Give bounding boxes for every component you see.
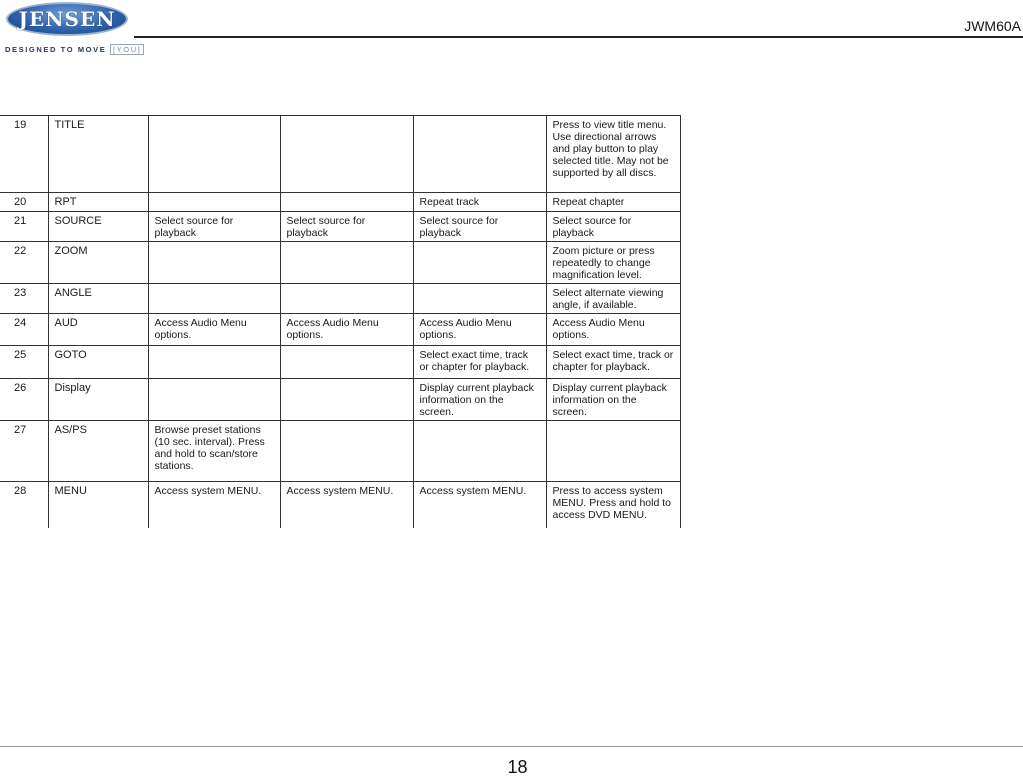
mode-cell-3: Display current playback information on the screen. [413, 379, 546, 421]
table-row [0, 482, 680, 528]
jensen-logo [6, 2, 130, 36]
mode-cell-1: Access system MENU. [148, 482, 280, 528]
mode-cell-4: Zoom picture or press repeatedly to change magnification level. [546, 242, 680, 284]
table-row [0, 346, 680, 379]
mode-cell-2: Access system MENU. [280, 482, 413, 528]
mode-cell-3: Select exact time, track or chapter for playback. [413, 346, 546, 379]
logo-text: JENSEN [18, 7, 116, 31]
mode-cell-4: Display current playback information on the screen. [546, 379, 680, 421]
function-table-body [0, 116, 680, 528]
mode-cell-2 [280, 242, 413, 284]
mode-cell-4: Select exact time, track or chapter for playback. [546, 346, 680, 379]
table-row [0, 421, 680, 482]
function-name: MENU [48, 482, 148, 528]
mode-cell-1 [148, 284, 280, 314]
row-number: 21 [0, 212, 48, 242]
mode-cell-2 [280, 379, 413, 421]
table-row [0, 284, 680, 314]
mode-cell-2 [280, 421, 413, 482]
function-name: SOURCE [48, 212, 148, 242]
function-name: ANGLE [48, 284, 148, 314]
mode-cell-4: Select source for playback [546, 212, 680, 242]
table-row [0, 314, 680, 346]
mode-cell-3: Access system MENU. [413, 482, 546, 528]
mode-cell-4: Repeat chapter [546, 193, 680, 212]
row-number: 24 [0, 314, 48, 346]
row-number: 22 [0, 242, 48, 284]
mode-cell-1 [148, 346, 280, 379]
table-row [0, 212, 680, 242]
table-row [0, 379, 680, 421]
footer-divider [0, 746, 1023, 747]
mode-cell-1 [148, 242, 280, 284]
mode-cell-4: Press to access system MENU. Press and hold to access DVD MENU. [546, 482, 680, 528]
function-name: AS/PS [48, 421, 148, 482]
function-name: TITLE [48, 116, 148, 193]
mode-cell-3: Access Audio Menu options. [413, 314, 546, 346]
tagline [5, 45, 144, 54]
page-number: 18 [507, 757, 528, 777]
mode-cell-4: Press to view title menu. Use directional arrows and play button to play selected title. May not be supported by all discs. [546, 116, 680, 193]
row-number: 25 [0, 346, 48, 379]
mode-cell-2: Access Audio Menu options. [280, 314, 413, 346]
tagline-badge: [YOU] [110, 44, 144, 55]
function-name: GOTO [48, 346, 148, 379]
function-table [0, 115, 681, 528]
mode-cell-2 [280, 193, 413, 212]
table-row [0, 193, 680, 212]
mode-cell-3 [413, 116, 546, 193]
mode-cell-3 [413, 421, 546, 482]
function-name: RPT [48, 193, 148, 212]
mode-cell-1 [148, 116, 280, 193]
row-number: 19 [0, 116, 48, 193]
function-name: AUD [48, 314, 148, 346]
function-name: ZOOM [48, 242, 148, 284]
mode-cell-1: Browse preset stations (10 sec. interval). Press and hold to scan/store stations. [148, 421, 280, 482]
function-name: Display [48, 379, 148, 421]
mode-cell-4: Access Audio Menu options. [546, 314, 680, 346]
row-number: 20 [0, 193, 48, 212]
table-row [0, 242, 680, 284]
mode-cell-4: Select alternate viewing angle, if available. [546, 284, 680, 314]
mode-cell-3: Select source for playback [413, 212, 546, 242]
mode-cell-1 [148, 379, 280, 421]
row-number: 28 [0, 482, 48, 528]
mode-cell-2 [280, 346, 413, 379]
row-number: 27 [0, 421, 48, 482]
mode-cell-3 [413, 242, 546, 284]
table-row [0, 116, 680, 193]
mode-cell-4 [546, 421, 680, 482]
mode-cell-1 [148, 193, 280, 212]
header-divider [134, 36, 1023, 38]
mode-cell-1: Access Audio Menu options. [148, 314, 280, 346]
mode-cell-2 [280, 116, 413, 193]
mode-cell-3 [413, 284, 546, 314]
tagline-text: DESIGNED TO MOVE [5, 45, 107, 54]
row-number: 23 [0, 284, 48, 314]
mode-cell-3: Repeat track [413, 193, 546, 212]
mode-cell-1: Select source for playback [148, 212, 280, 242]
model-number: JWM60A [964, 18, 1021, 34]
mode-cell-2: Select source for playback [280, 212, 413, 242]
mode-cell-2 [280, 284, 413, 314]
row-number: 26 [0, 379, 48, 421]
